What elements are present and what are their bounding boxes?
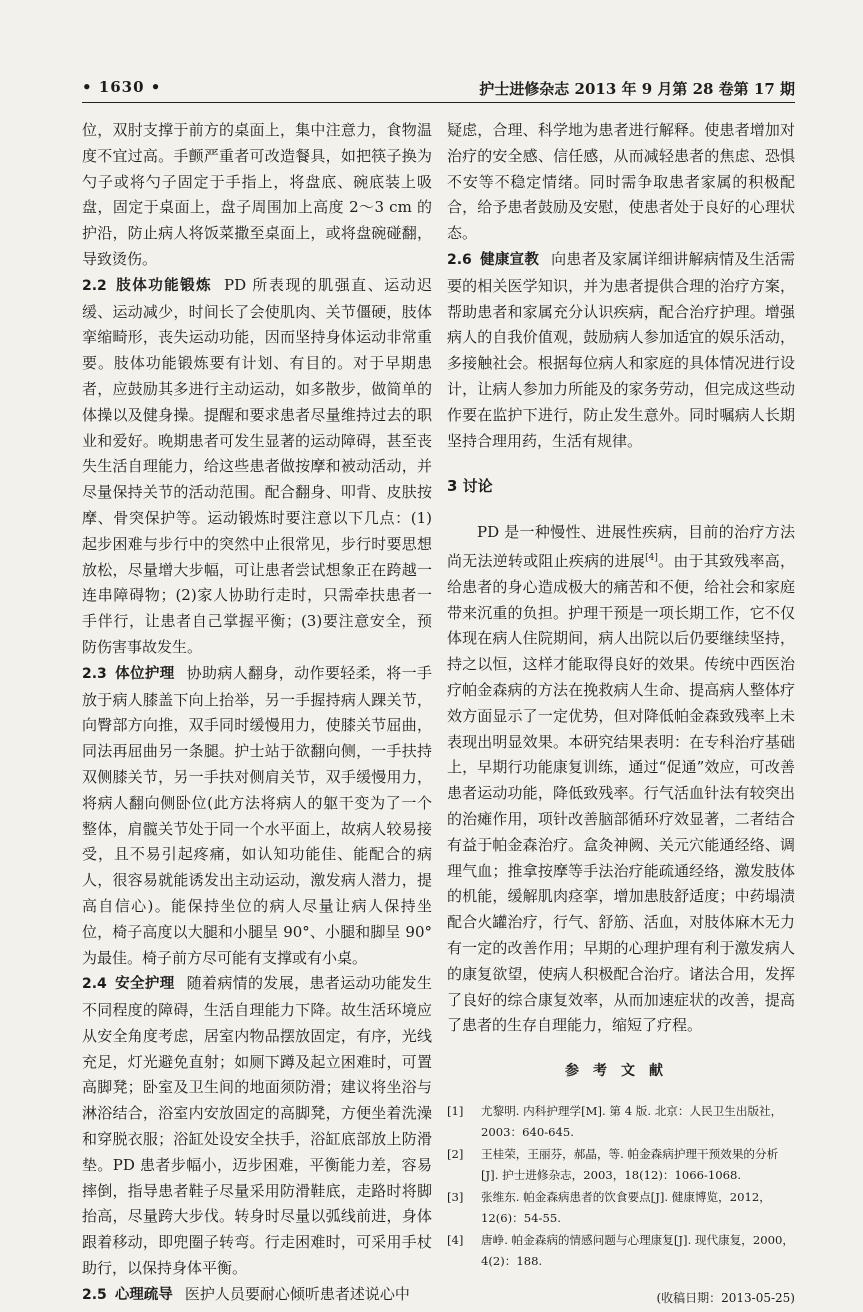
paragraph: 疑虑，合理、科学地为患者进行解释。使患者增加对治疗的安全感、信任感，从而减轻患者的焦虑、恐惧不安等不稳定情绪。同时需争取患者家属的积极配合，给予患者鼓励及安慰，使患者处于良好的心理状态。: [447, 121, 795, 243]
page-header: [82, 78, 795, 100]
reference-number: [4]: [447, 1232, 464, 1247]
section-title: 肢体功能锻炼: [114, 277, 213, 294]
received-date: (收稿日期：2013-05-25): [656, 1290, 795, 1305]
section-number: 2.3: [82, 665, 107, 682]
section-2-5: [82, 1282, 432, 1309]
journal-info: 护士进修杂志 2013 年 9 月第 28 卷第 17 期: [479, 80, 795, 98]
section-title: 安全护理: [114, 976, 175, 993]
section-text: PD 所表现的肌强直、运动迟缓、运动减少，时间长了会使肌肉、关节僵硬，肢体挛缩畸形，丧失运动功能，因而坚持身体运动非常重要。肢体功能锻炼要有计划、有目的。对于早期患者，应鼓励其多进行主动运动，如多散步，做简单的体操以及健身操。提醒和要求患者尽量维持过去的职业和爱好。晚期患者可发生显著的运动障碍，甚至丧失生活自理能力，给这些患者做按摩和被动活动，并尽量保持关节的活动范围。配合翻身、叩背、皮肤按摩、骨突保护等。运动锻炼时要注意以下几点：(1)起步困难与步行中的突然中止很常见，步行时要思想放松，尽量增大步幅，可让患者尝试想象正在跨越一连串障碍物；(2)家人协助行走时，只需牵扶患者一手伴行，让患者自己掌握平衡；(3)要注意安全，预防伤害事故发生。: [82, 275, 433, 656]
section-text: 随着病情的发展，患者运动功能发生不同程度的障碍，生活自理能力下降。故生活环境应从安全角度考虑，居室内物品摆放固定，有序，光线充足，灯光避免直射；如厕下蹲及起立困难时，可置高脚凳；卧室及卫生间的地面须防滑；建议将坐浴与淋浴结合，浴室内安放固定的高脚凳，方便坐着洗澡和穿脱衣服；浴缸处设安全扶手，浴缸底部放上防滑垫。PD 患者步幅小，迈步困难，平衡能力差，容易摔倒，指导患者鞋子尽量采用防滑鞋底，走路时将脚抬高，尽量跨大步伐。转身时尽量以弧线前进，身体跟着移动，即兜圈子转弯。行走困难时，可采用手杖助行，以保持身体平衡。: [82, 974, 432, 1278]
section-title: 体位护理: [114, 665, 175, 682]
section-2-6: [447, 247, 795, 454]
section-text: 医护人员要耐心倾听患者述说心中: [184, 1284, 410, 1303]
reference-item: [447, 1101, 795, 1143]
reference-item: [447, 1230, 795, 1272]
header-divider: [82, 102, 795, 103]
discussion-paragraph: [447, 520, 795, 1039]
section-number: 2.6: [447, 251, 472, 268]
section-2-2: [82, 273, 432, 661]
reference-number: [1]: [447, 1103, 464, 1118]
section-title: 健康宣教: [479, 251, 540, 268]
discussion-text-a: PD 是一种慢性、进展性疾病，目前的治疗方法尚无法逆转或阻止疾病的进展: [447, 523, 795, 570]
right-column: [447, 118, 795, 1312]
section-text: 向患者及家属详细讲解病情及生活需要的相关医学知识，并为患者提供合理的治疗方案，帮助患者和家属充分认识疾病，配合治疗护理。增强病人的自我价值观，鼓励病人参加适宜的娱乐活动，多接触社会。根据每位病人和家庭的具体情况进行设计，让病人参加力所能及的家务劳动，但完成这些动作要在监护下进行，防止发生意外。同时嘱病人长期坚持合理用药，生活有规律。: [447, 249, 795, 450]
section-2-3: [82, 661, 432, 972]
paragraph: 位，双肘支撑于前方的桌面上，集中注意力，食物温度不宜过高。手颤严重者可改造餐具，如把筷子换为勺子或将勺子固定于手指上，将盘底、碗底装上吸盘，固定于桌面上，盘子周围加上高度 2～3 cm 的护沿，防止病人将饭菜撒至桌面上，或将盘碗碰翻，导致烫伤。: [82, 121, 432, 268]
section-3-heading: 3 讨论: [447, 477, 493, 496]
references-title: 参考文献: [565, 1063, 677, 1080]
reference-text: 王桂荣，王丽芬，郝晶，等. 帕金森病护理干预效果的分析[J]. 护士进修杂志，2003，18(12)：1066-1068.: [481, 1146, 779, 1182]
reference-text: 张维东. 帕金森病患者的饮食要点[J]. 健康博览，2012，12(6)：54-55.: [481, 1189, 771, 1225]
page-number: • 1630 •: [82, 78, 162, 96]
reference-item: [447, 1144, 795, 1186]
section-title: 心理疏导: [114, 1286, 173, 1303]
left-column: [82, 118, 432, 1309]
section-number: 2.2: [82, 277, 107, 294]
citation: [4]: [645, 552, 658, 563]
reference-text: 唐峥. 帕金森病的情感问题与心理康复[J]. 现代康复，2000，4(2)：188.: [481, 1232, 795, 1268]
section-2-4: [82, 971, 432, 1282]
reference-number: [2]: [447, 1146, 464, 1161]
section-number: 2.4: [82, 976, 107, 993]
reference-text: 尤黎明. 内科护理学[M]. 第 4 版. 北京：人民卫生出版社，2003：640-645.: [481, 1103, 783, 1139]
discussion-text-b: 。由于其致残率高，给患者的身心造成极大的痛苦和不便，给社会和家庭带来沉重的负担。护理干预是一项长期工作，它不仅体现在病人住院期间，病人出院以后仍要继续坚持，持之以恒，这样才能取得良好的效果。传统中西医治疗帕金森病的方法在挽救病人生命、提高病人整体疗效方面显示了一定优势，但对降低帕金森致残率上未表现出明显效果。本研究结果表明：在专科治疗基础上，早期行功能康复训练，通过“促通”效应，可改善患者运动功能，降低致残率。行气活血针法有较突出的治瘫作用，项针改善脑部循环疗效显著，二者结合有益于帕金森治疗。盒灸神阙、关元穴能通经络、调理气血；推拿按摩等手法治疗能疏通经络，激发肢体的机能，缓解肌肉痉挛，增加患肢舒适度；中药塌渍配合火罐治疗，行气、舒筋、活血，对肢体麻木无力有一定的改善作用；早期的心理护理有利于激发病人的康复欲望，使病人积极配合治疗。诸法合用，发挥了良好的综合康复效率，从而加速症状的改善，提高了患者的生存自理能力，缩短了疗程。: [447, 551, 795, 1035]
reference-item: [447, 1187, 795, 1229]
reference-number: [3]: [447, 1189, 464, 1204]
section-number: 2.5: [82, 1286, 107, 1303]
section-text: 协助病人翻身，动作要轻柔，将一手放于病人膝盖下向上抬举，另一手握持病人踝关节，向臀部方向推，双手同时缓慢用力，使膝关节屈曲，同法再屈曲另一条腿。护士站于欲翻向侧，一手扶持双侧膝关节，另一手扶对侧肩关节，双手缓慢用力，将病人翻向侧卧位(此方法将病人的躯干变为了一个整体，肩髋关节处于同一个水平面上，故病人较易接受，且不易引起疼痛，如认知功能佳、能配合的病人，很容易就能诱发出主动运动，激发病人潜力，提高自信心)。能保持坐位的病人尽量让病人保持坐位，椅子高度以大腿和小腿呈 90°、小腿和脚呈 90°为最佳。椅子前方尽可能有支撑或有小桌。: [82, 663, 432, 967]
